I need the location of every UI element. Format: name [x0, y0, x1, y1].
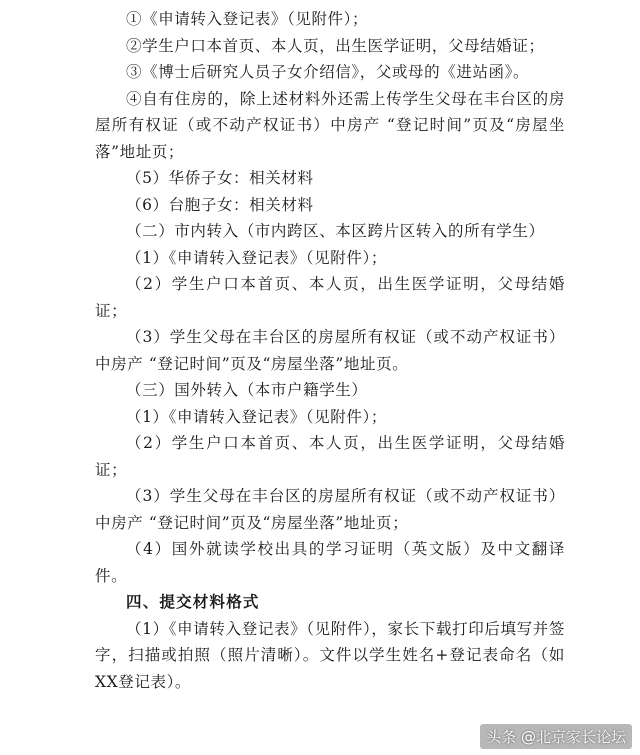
list-item: （1）《申请转入登记表》（见附件）； — [126, 248, 387, 267]
source-watermark: 头条 @北京家长论坛 — [480, 724, 632, 749]
section-heading: 四、提交材料格式 — [126, 592, 260, 611]
section-subheading: （三）国外转入（本市户籍学生） — [126, 381, 368, 399]
list-item: （1）《申请转入登记表》（见附件），家长下载打印后填写并签字，扫描或拍照（照片清晰）。文件以学生姓名+登记表命名（如XX登记表）。 — [95, 619, 565, 691]
document-body — [95, 6, 565, 695]
list-item: （2）学生户口本首页、本人页，出生医学证明，父母结婚证； — [95, 275, 565, 320]
list-item: （6）台胞子女：相关材料 — [126, 195, 314, 214]
list-item: ④自有住房的，除上述材料外还需上传学生父母在丰台区的房屋所有权证（或不动产权证书）中房产 “登记时间”页及“房屋坐落”地址页； — [95, 89, 565, 161]
section-subheading: （二）市内转入（市内跨区、本区跨片区转入的所有学生） — [126, 222, 545, 240]
list-item: （5）华侨子女：相关材料 — [126, 169, 314, 187]
list-item: ③《博士后研究人员子女介绍信》，父或母的《进站函》。 — [126, 63, 530, 81]
list-item: ②学生户口本首页、本人页，出生医学证明，父母结婚证； — [126, 36, 545, 55]
list-item: ①《申请转入登记表》（见附件）； — [126, 10, 369, 28]
list-item: （4）国外就读学校出具的学习证明（英文版）及中文翻译件。 — [95, 540, 565, 585]
list-item: （1）《申请转入登记表》（见附件）； — [126, 407, 387, 426]
list-item: （2）学生户口本首页、本人页，出生医学证明，父母结婚证； — [95, 434, 565, 479]
list-item: （3）学生父母在丰台区的房屋所有权证（或不动产权证书）中房产 “登记时间”页及“房屋坐落”地址页。 — [95, 328, 565, 373]
list-item: （3）学生父母在丰台区的房屋所有权证（或不动产权证书）中房产 “登记时间”页及“房屋坐落”地址页； — [95, 487, 565, 532]
